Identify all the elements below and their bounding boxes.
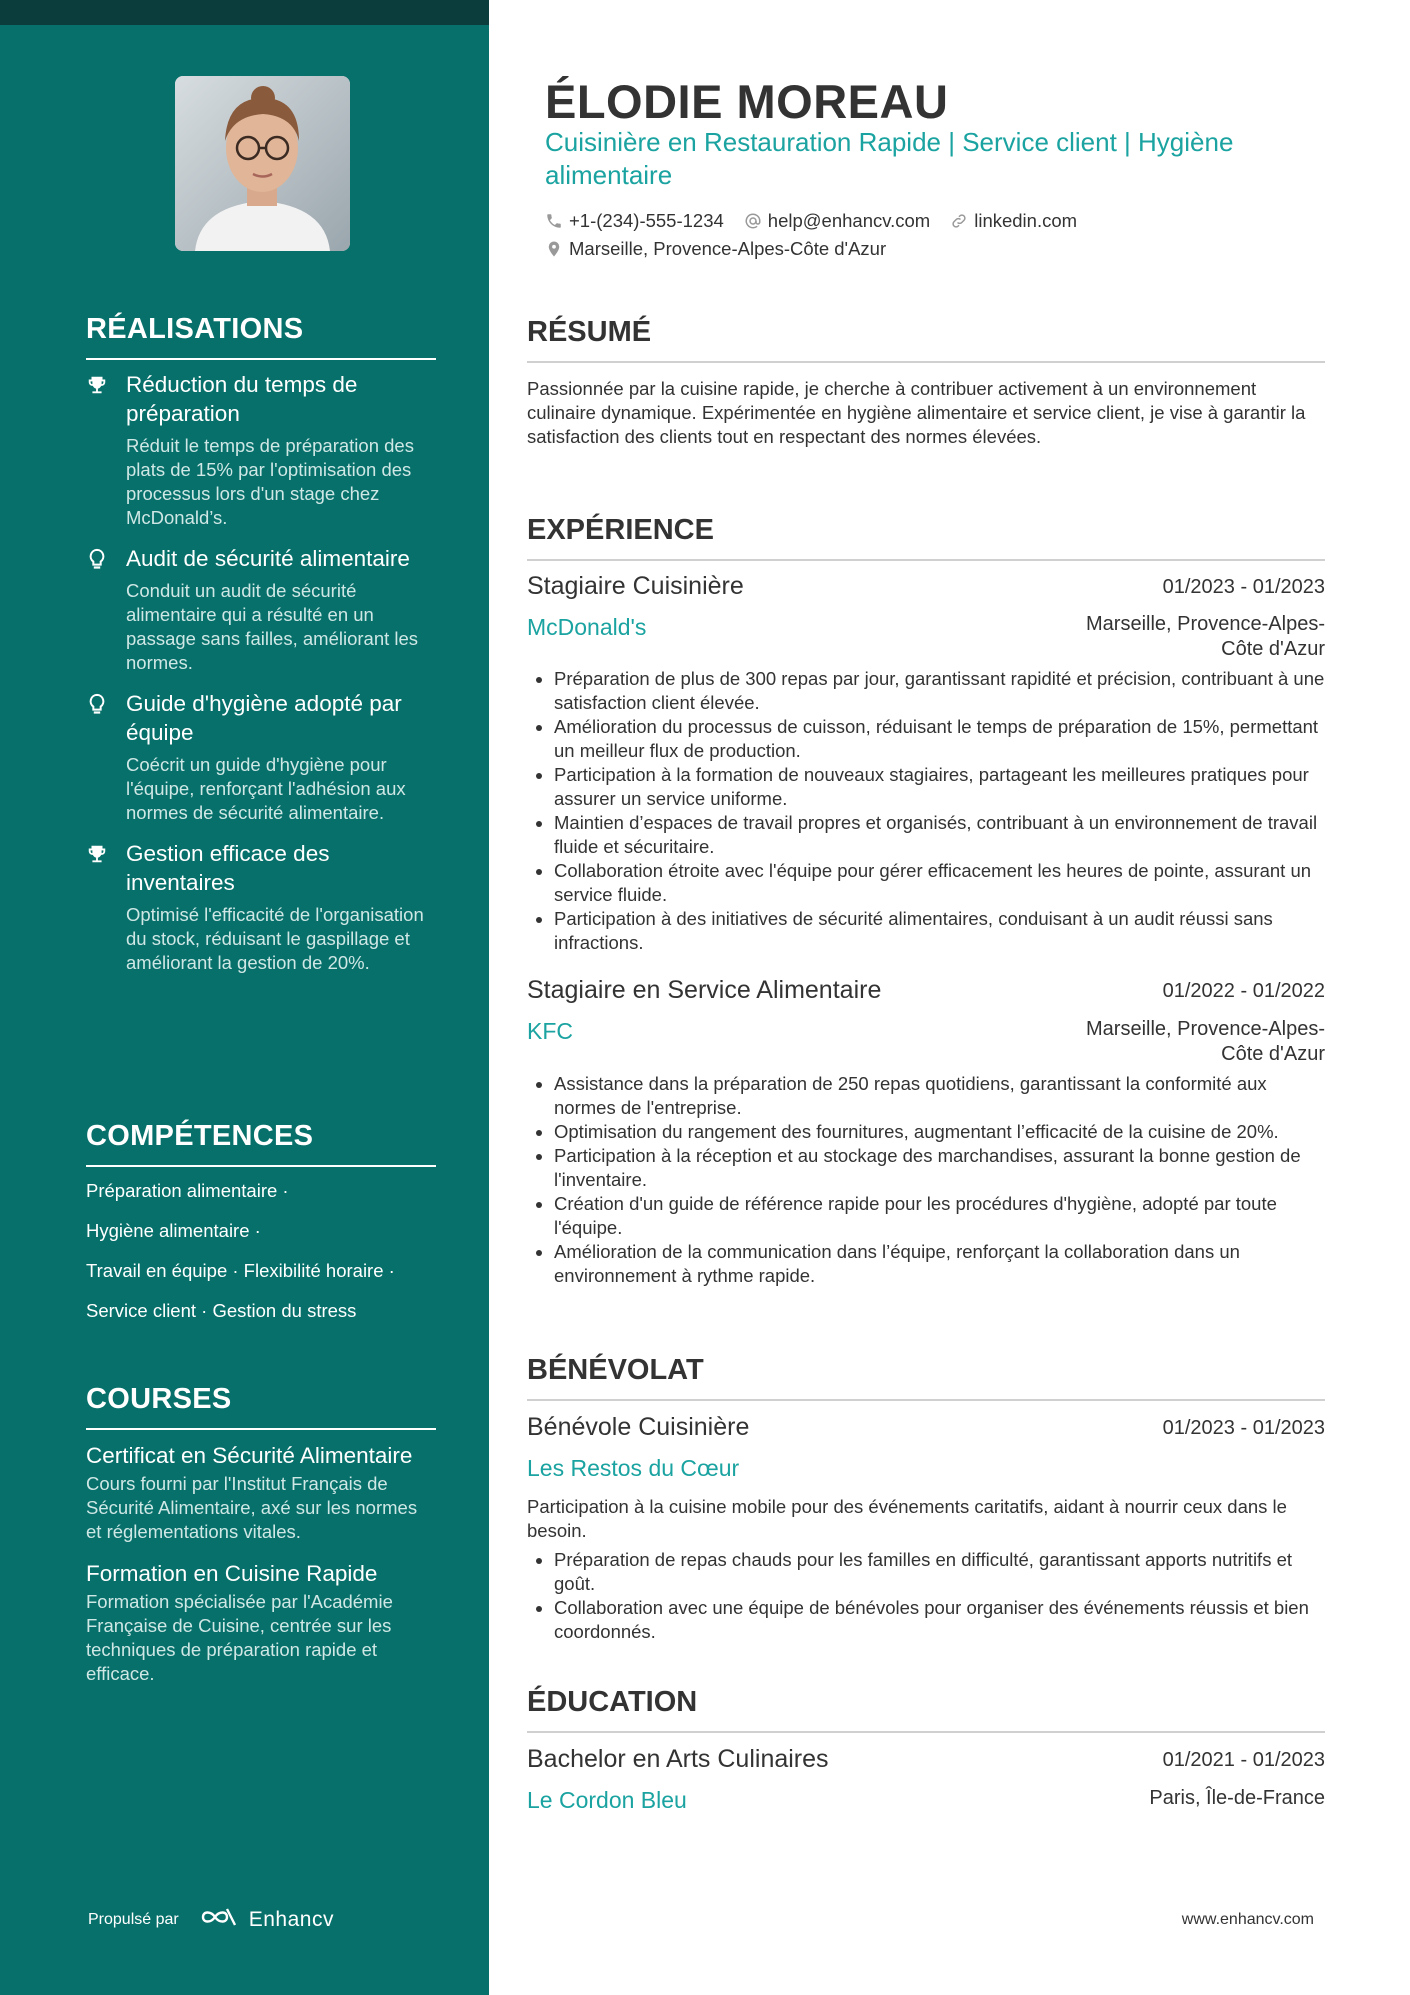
volunteer-dates: 01/2023 - 01/2023 (1162, 1417, 1325, 1439)
volunteer-bullets (527, 1548, 1325, 1644)
trophy-icon (86, 839, 126, 975)
brand-name: Enhancv (248, 1907, 334, 1931)
list-item: • Préparation de repas chauds pour les familles en difficulté, garantissant apports nutritifs et goût. (554, 1548, 1325, 1596)
achievement-item (86, 544, 436, 675)
job-dates: 01/2023 - 01/2023 (1162, 576, 1325, 598)
at-icon (744, 212, 762, 230)
sidebar (0, 0, 489, 1995)
skill-line: Service client · Gestion du stress (86, 1300, 357, 1321)
list-item: • Participation à la réception et au stockage des marchandises, assurant la bonne gestion de l'inventaire. (554, 1144, 1325, 1192)
achievement-title: Réduction du temps de préparation (126, 372, 358, 426)
achievement-description: Conduit un audit de sécurité alimentaire qui a résulté en un passage sans failles, améliorant les normes. (126, 580, 419, 673)
achievement-item (86, 839, 436, 975)
volunteer-org: Les Restos du Cœur (527, 1455, 740, 1481)
courses-section (86, 1383, 436, 1686)
lightbulb-icon (86, 689, 126, 825)
job-bullets (527, 1072, 1325, 1288)
course-description: Cours fourni par l'Institut Français de Sécurité Alimentaire, axé sur les normes et réglementations vitales. (86, 1473, 418, 1542)
summary-text: Passionnée par la cuisine rapide, je cherche à contribuer activement à un environnement culinaire dynamique. Expérimentée en hygiène alimentaire et service client, je vise à garantir la satisfaction des clients tout en respectant des normes élevées. (527, 378, 1306, 447)
achievement-item (86, 689, 436, 825)
volunteer-role: Bénévole Cuisinière (527, 1413, 750, 1441)
achievements-heading: RÉALISATIONS (86, 313, 436, 360)
education-degree: Bachelor en Arts Culinaires (527, 1745, 829, 1773)
website-link[interactable]: www.enhancv.com (1181, 1911, 1314, 1928)
contact-email[interactable]: help@enhancv.com (744, 210, 930, 232)
skill-line: Préparation alimentaire · (86, 1180, 289, 1201)
job-location: Marseille, Provence-Alpes-Côte d'Azur (1086, 613, 1325, 660)
contact-phone: +1-(234)-555-1234 (545, 210, 724, 232)
volunteering-heading: BÉNÉVOLAT (527, 1354, 1325, 1401)
skills-heading: COMPÉTENCES (86, 1120, 436, 1167)
contact-location: Marseille, Provence-Alpes-Côte d'Azur (545, 238, 906, 260)
job-location: Marseille, Provence-Alpes-Côte d'Azur (1086, 1018, 1325, 1065)
job-dates: 01/2022 - 01/2022 (1162, 980, 1325, 1002)
education-heading: ÉDUCATION (527, 1686, 1325, 1733)
course-title: Certificat en Sécurité Alimentaire (86, 1443, 413, 1468)
education-location: Paris, Île-de-France (1149, 1787, 1325, 1809)
list-item: • Maintien d’espaces de travail propres et organisés, contribuant à un environnement de travail fluide et sécuritaire. (554, 811, 1325, 859)
sidebar-top-bar (0, 0, 489, 25)
achievement-title: Audit de sécurité alimentaire (126, 546, 410, 571)
achievement-description: Optimisé l'efficacité de l'organisation du stock, réduisant le gaspillage et améliorant la gestion de 20%. (126, 904, 424, 973)
job-bullets (527, 667, 1325, 955)
candidate-name: ÉLODIE MOREAU (545, 75, 949, 128)
courses-heading: COURSES (86, 1383, 436, 1430)
job-company: KFC (527, 1018, 573, 1044)
powered-by (88, 1905, 334, 1934)
list-item: • Collaboration avec une équipe de bénévoles pour organiser des événements réussis et bien coordonnés. (554, 1596, 1325, 1644)
skill-line: Travail en équipe · Flexibilité horaire · (86, 1260, 395, 1281)
location-pin-icon (545, 239, 563, 259)
skill-line: Hygiène alimentaire · (86, 1220, 261, 1241)
list-item: • Préparation de plus de 300 repas par jour, garantissant rapidité et précision, contribuant à une satisfaction client élevée. (554, 667, 1325, 715)
achievement-title: Gestion efficace des inventaires (126, 841, 330, 895)
achievement-title: Guide d'hygiène adopté par équipe (126, 691, 402, 745)
trophy-icon (86, 370, 126, 530)
enhancv-logo-icon (199, 1905, 239, 1934)
job-role: Stagiaire Cuisinière (527, 572, 744, 600)
profile-photo (175, 76, 350, 251)
skills-section (86, 1120, 436, 1323)
list-item: • Amélioration du processus de cuisson, réduisant le temps de préparation de 15%, permettant un meilleur flux de production. (554, 715, 1325, 763)
course-title: Formation en Cuisine Rapide (86, 1561, 378, 1586)
phone-icon (545, 212, 563, 230)
list-item: • Participation à la formation de nouveaux stagiaires, partageant les meilleures pratiques pour assurer un service uniforme. (554, 763, 1325, 811)
education-dates: 01/2021 - 01/2023 (1162, 1749, 1325, 1771)
course-description: Formation spécialisée par l'Académie Française de Cuisine, centrée sur les techniques de préparation rapide et efficace. (86, 1591, 393, 1684)
list-item: • Amélioration de la communication dans l’équipe, renforçant la collaboration dans un environnement à rythme rapide. (554, 1240, 1325, 1288)
volunteer-text: Participation à la cuisine mobile pour des événements caritatifs, aidant à nourrir ceux dans le besoin. (527, 1496, 1287, 1541)
powered-by-label: Propulsé par (88, 1910, 179, 1928)
list-item: • Collaboration étroite avec l'équipe pour gérer efficacement les heures de pointe, assurant un service fluide. (554, 859, 1325, 907)
achievements-section (86, 313, 436, 975)
list-item: • Optimisation du rangement des fournitures, augmentant l’efficacité de la cuisine de 20%. (554, 1120, 1325, 1144)
experience-heading: EXPÉRIENCE (527, 514, 1325, 561)
list-item: • Participation à des initiatives de sécurité alimentaires, conduisant à un audit réussi sans infractions. (554, 907, 1325, 955)
candidate-title: Cuisinière en Restauration Rapide | Service client | Hygiène alimentaire (545, 127, 1234, 190)
list-item: • Assistance dans la préparation de 250 repas quotidiens, garantissant la conformité aux normes de l'entreprise. (554, 1072, 1325, 1120)
job-role: Stagiaire en Service Alimentaire (527, 976, 882, 1004)
achievement-description: Coécrit un guide d'hygiène pour l'équipe, renforçant l'adhésion aux normes de sécurité alimentaire. (126, 754, 406, 823)
achievement-item (86, 370, 436, 530)
contact-linkedin[interactable]: linkedin.com (950, 210, 1077, 232)
education-school: Le Cordon Bleu (527, 1787, 687, 1813)
summary-heading: RÉSUMÉ (527, 316, 1325, 363)
lightbulb-icon (86, 544, 126, 675)
list-item: • Création d'un guide de référence rapide pour les procédures d'hygiène, adopté par toute l'équipe. (554, 1192, 1325, 1240)
job-company: McDonald's (527, 614, 647, 640)
link-icon (950, 212, 968, 230)
contact-row (545, 210, 1097, 232)
achievement-description: Réduit le temps de préparation des plats de 15% par l'optimisation des processus lors d'un stage chez McDonald’s. (126, 435, 414, 528)
